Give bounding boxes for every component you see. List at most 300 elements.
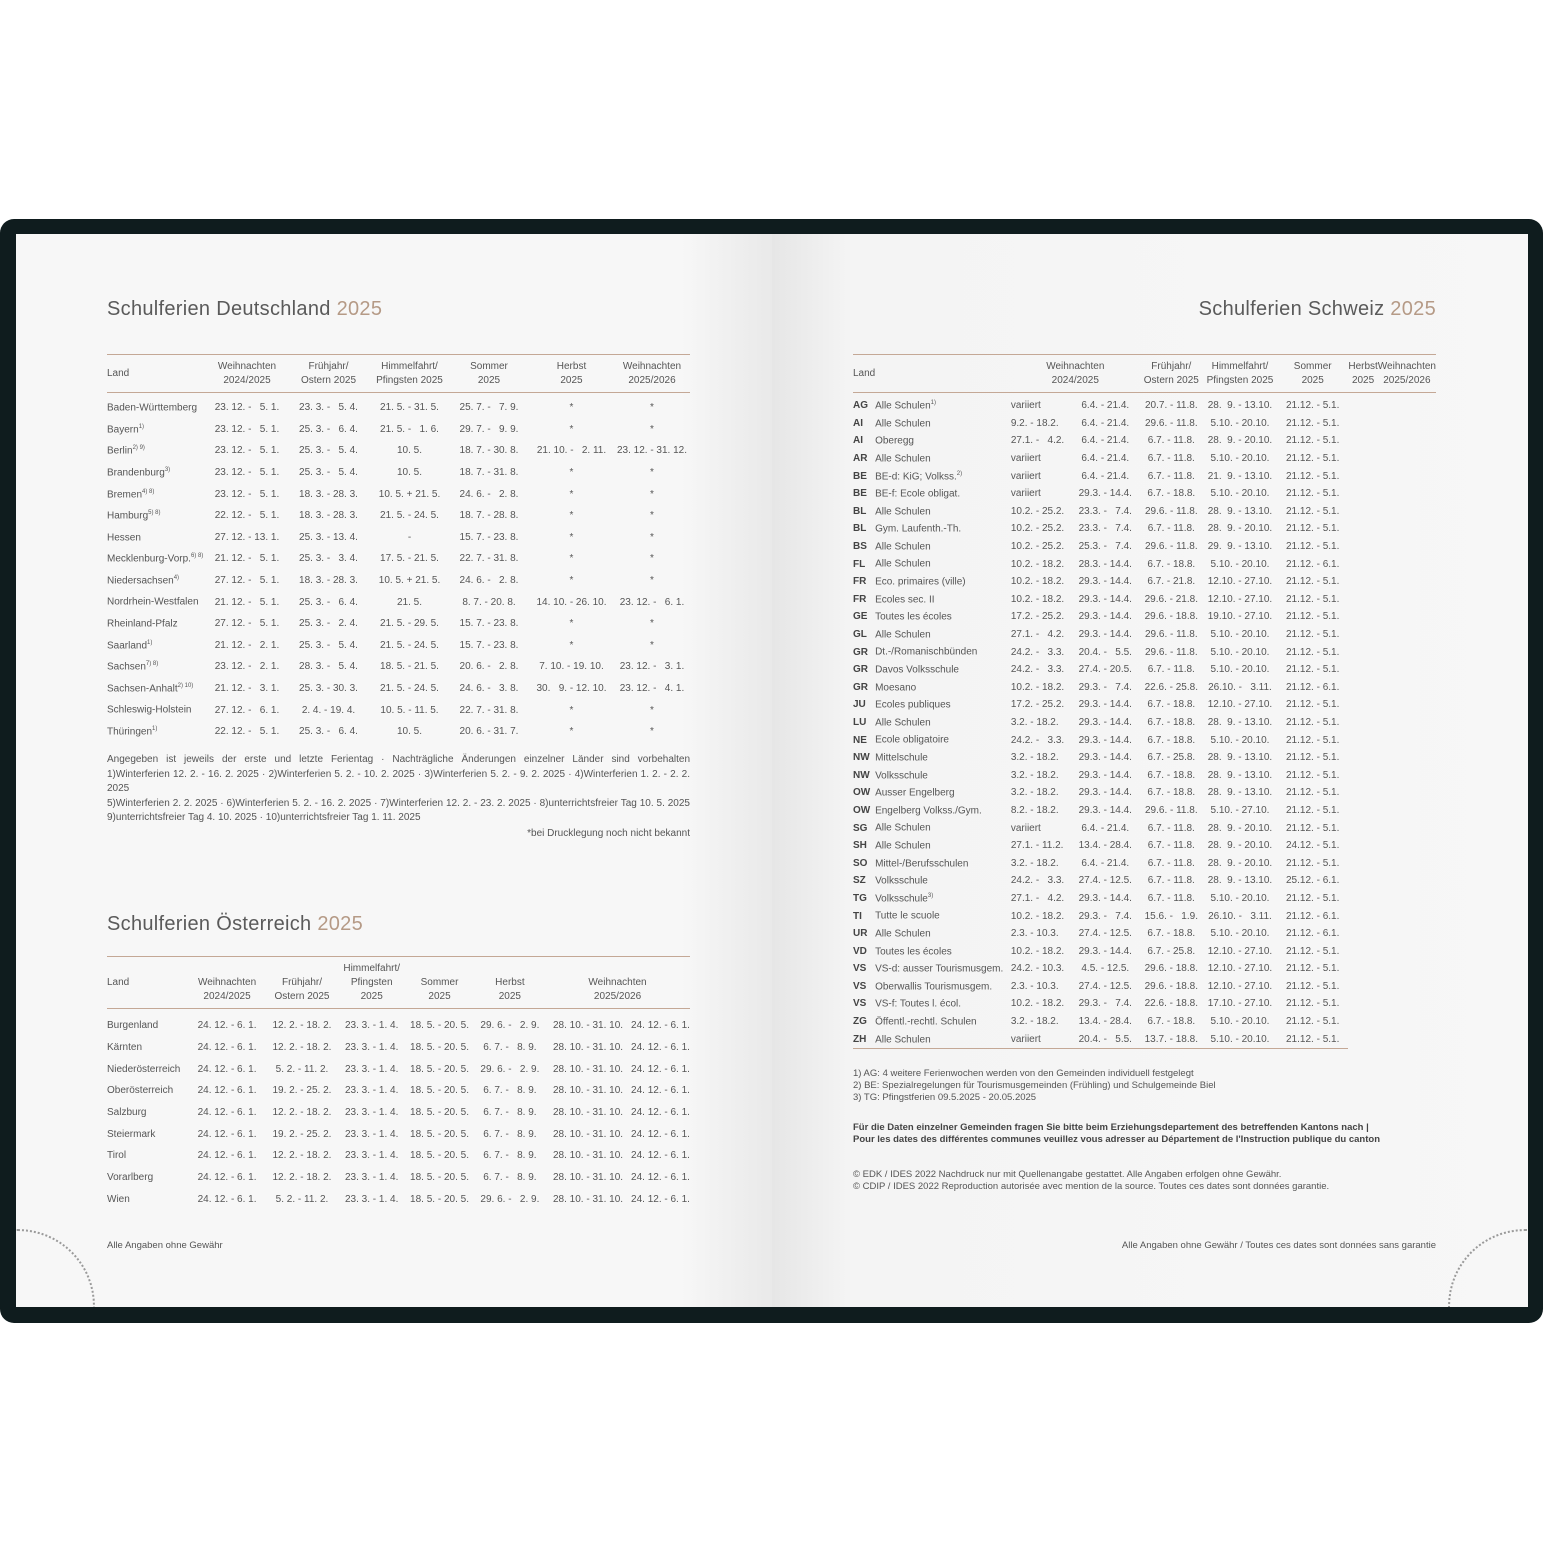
- canton-code: AR: [853, 453, 868, 465]
- date-cell: 25.12. - 6.1.: [1286, 875, 1340, 887]
- date-cell: 3.2. - 18.2.: [1010, 752, 1059, 764]
- date-cell: 28. 9. - 20.10.: [1207, 523, 1273, 535]
- school-type: [875, 467, 1011, 485]
- date-cell: *: [650, 488, 654, 500]
- school-type: [875, 978, 1011, 996]
- austria-title-text: Schulferien Österreich: [107, 913, 312, 935]
- table-row: [107, 393, 690, 419]
- date-cell: 24. 12. - 6. 1.: [631, 1128, 690, 1140]
- state-name: Tirol: [107, 1150, 127, 1162]
- date-cell: 18. 5. - 20. 5.: [410, 1193, 469, 1205]
- school-label: Ausser Engelberg: [875, 787, 955, 799]
- column-header: Herbst 2025: [475, 957, 545, 1009]
- canton-code: GL: [853, 629, 867, 641]
- date-cell: 8.2. - 18.2.: [1010, 804, 1059, 816]
- date-cell: 21.12. - 5.1.: [1286, 857, 1340, 869]
- date-cell: 6.7. - 11.8.: [1147, 523, 1195, 535]
- state-name: [107, 440, 207, 462]
- date-cell: 3.2. - 18.2.: [1010, 1016, 1059, 1028]
- date-cell: 21. 5. - 24. 5.: [380, 683, 439, 695]
- canton-code: VS: [853, 963, 867, 975]
- date-cell: 28. 10. - 31. 10.: [553, 1020, 624, 1032]
- date-cell: 22. 7. - 31. 8.: [459, 553, 519, 565]
- table-row: [107, 1189, 690, 1211]
- date-cell: 29.3. - 14.4.: [1078, 699, 1132, 711]
- date-cell: 25. 7. - 7. 9.: [459, 402, 519, 414]
- table-row: [107, 1102, 690, 1124]
- dotted-corner-decoration: [16, 1229, 95, 1307]
- date-cell: 10.2. - 18.2.: [1010, 593, 1065, 605]
- date-cell: 29.6. - 11.8.: [1144, 646, 1198, 658]
- date-cell: 24.12. - 5.1.: [1286, 840, 1340, 852]
- canton-code: SG: [853, 822, 868, 834]
- school-type: [875, 573, 1011, 591]
- date-cell: 29.3. - 14.4.: [1078, 752, 1132, 764]
- date-cell: 12. 2. - 18. 2.: [272, 1150, 332, 1162]
- date-cell: 22.6. - 25.8.: [1144, 681, 1198, 693]
- date-cell: 25. 3. - 13. 4.: [299, 531, 358, 543]
- date-cell: 25. 3. - 5. 4.: [299, 467, 358, 479]
- state-name: [107, 678, 207, 700]
- table-row: [853, 1030, 1436, 1048]
- date-cell: 18. 3. - 28. 3.: [299, 488, 358, 500]
- state-name: [107, 699, 207, 721]
- state-name: [107, 483, 207, 505]
- date-cell: 6.7. - 11.8.: [1147, 857, 1195, 869]
- date-cell: 12. 2. - 18. 2.: [272, 1042, 332, 1054]
- school-type: [875, 766, 1011, 784]
- date-cell: 24.2. - 3.3.: [1010, 734, 1065, 746]
- canton-code: OW: [853, 804, 871, 816]
- date-cell: 2.3. - 10.3.: [1010, 928, 1059, 940]
- canton-code: FR: [853, 576, 867, 588]
- germany-title-year: 2025: [336, 298, 383, 320]
- date-cell: 10.2. - 25.2.: [1010, 505, 1065, 517]
- school-type: [875, 802, 1011, 820]
- date-cell: 24.2. - 10.3.: [1010, 963, 1065, 975]
- date-cell: 10. 5.: [396, 445, 423, 457]
- germany-title: [107, 298, 382, 321]
- date-cell: 6.7. - 18.8.: [1147, 734, 1196, 746]
- state-label: Thüringen: [107, 726, 153, 738]
- state-name: [107, 419, 207, 441]
- date-cell: 29.6. - 18.8.: [1144, 611, 1198, 623]
- date-cell: 29.3. - 14.4.: [1078, 593, 1132, 605]
- date-cell: 10. 5.: [396, 726, 423, 738]
- austria-table-header: [107, 957, 690, 1009]
- date-cell: 28. 10. - 31. 10.: [553, 1128, 624, 1140]
- date-cell: 6.7. - 18.8.: [1147, 558, 1196, 570]
- date-cell: *: [650, 467, 654, 479]
- date-cell: 10. 5.: [396, 467, 423, 479]
- date-cell: 12.10. - 27.10.: [1207, 963, 1273, 975]
- date-cell: 6.7. - 11.8.: [1147, 453, 1195, 465]
- date-cell: 6. 7. - 8. 9.: [483, 1107, 537, 1119]
- state-name: Burgenland: [107, 1020, 159, 1032]
- state-label: Bremen: [107, 488, 143, 500]
- school-label: VS-d: ausser Tourismusgem.: [875, 963, 1004, 975]
- date-cell: 18. 5. - 20. 5.: [410, 1128, 469, 1140]
- school-label: Ecole obligatoire: [875, 734, 949, 746]
- date-cell: *: [569, 726, 574, 738]
- date-cell: 23.3. - 7.4.: [1078, 505, 1132, 517]
- date-cell: 6.7. - 18.8.: [1147, 716, 1196, 728]
- date-cell: 29. 9. - 13.10.: [1207, 541, 1273, 553]
- date-cell: 28. 9. - 13.10.: [1207, 400, 1273, 412]
- copyright-line: © EDK / IDES 2022 Nachdruck nur mit Quellenangabe gestattet. Alle Angaben erfolgen ohne Gewähr.: [853, 1169, 1282, 1180]
- date-cell: 24. 12. - 6. 1.: [197, 1042, 257, 1054]
- date-cell: *: [569, 553, 574, 565]
- date-cell: 24. 6. - 2. 8.: [459, 488, 519, 500]
- date-cell: variiert: [1010, 822, 1041, 834]
- canton-code: GR: [853, 646, 868, 658]
- date-cell: 4.5. - 12.5.: [1081, 963, 1130, 975]
- date-cell: 24.2. - 3.3.: [1010, 646, 1065, 658]
- canton-code: SO: [853, 857, 868, 869]
- date-cell: 15. 7. - 23. 8.: [459, 639, 519, 651]
- date-cell: 29. 6. - 2. 9.: [480, 1193, 540, 1205]
- date-cell: 29.3. - 7.4.: [1078, 681, 1132, 693]
- footnote-mark: 1): [147, 639, 153, 646]
- date-cell: 18. 5. - 20. 5.: [410, 1020, 469, 1032]
- school-label: BE-d: KiG; Volkss.: [875, 470, 957, 482]
- date-cell: 21.12. - 5.1.: [1286, 470, 1340, 482]
- date-cell: 5. 2. - 11. 2.: [275, 1193, 329, 1205]
- date-cell: 27.1. - 11.2.: [1010, 840, 1064, 852]
- date-cell: 9.2. - 18.2.: [1010, 417, 1059, 429]
- date-cell: *: [569, 575, 574, 587]
- state-name: Steiermark: [107, 1128, 156, 1140]
- date-cell: 29.3. - 14.4.: [1078, 769, 1132, 781]
- date-cell: 6.7. - 11.8.: [1147, 664, 1195, 676]
- date-cell: 21.12. - 6.1.: [1286, 558, 1340, 570]
- school-type: [875, 485, 1011, 503]
- date-cell: 6.4. - 21.4.: [1081, 400, 1130, 412]
- date-cell: 28. 9. - 20.10.: [1207, 822, 1273, 834]
- date-cell: 21. 5. - 29. 5.: [380, 618, 439, 630]
- germany-note-intro: Angegeben ist jeweils der erste und letzte Ferientag · Nachträgliche Änderungen einzelner Länder sind vorbehalten: [107, 754, 690, 765]
- date-cell: 21. 12. - 3. 1.: [214, 683, 280, 695]
- school-label: Alle Schulen: [875, 629, 931, 641]
- date-cell: 29.3. - 14.4.: [1078, 804, 1132, 816]
- germany-footnote-line: 9)unterrichtsfreier Tag 4. 10. 2025 · 10)unterrichtsfreier Tag 1. 11. 2025: [107, 812, 421, 823]
- date-cell: -: [407, 531, 412, 543]
- date-cell: 29.6. - 11.8.: [1144, 629, 1198, 641]
- canton-code: GR: [853, 664, 868, 676]
- date-cell: 23. 3. - 1. 4.: [345, 1107, 399, 1119]
- school-label: Toutes les écoles: [875, 945, 952, 957]
- date-cell: 6.7. - 18.8.: [1147, 769, 1196, 781]
- date-cell: 19.10. - 27.10.: [1207, 611, 1273, 623]
- switzerland-contact-note: [853, 1122, 1436, 1146]
- date-cell: *: [569, 488, 574, 500]
- date-cell: 29.3. - 14.4.: [1078, 611, 1132, 623]
- date-cell: 10.2. - 18.2.: [1010, 576, 1065, 588]
- table-row: [107, 635, 690, 657]
- date-cell: *: [650, 402, 654, 414]
- date-cell: 22. 7. - 31. 8.: [459, 704, 519, 716]
- school-label: Alle Schulen: [875, 840, 931, 852]
- date-cell: 13.7. - 18.8.: [1140, 1030, 1203, 1048]
- contact-note-line: Für die Daten einzelner Gemeinden fragen Sie bitte beim Erziehungsdepartement des betreffenden Kantons nach |: [853, 1122, 1369, 1133]
- state-label: Sachsen: [107, 661, 146, 673]
- date-cell: *: [650, 575, 654, 587]
- table-row: [853, 485, 1436, 503]
- date-cell: 6.4. - 21.4.: [1081, 857, 1130, 869]
- school-type: [875, 538, 1011, 556]
- table-row: [853, 538, 1436, 556]
- date-cell: *: [650, 510, 654, 522]
- left-page: [16, 234, 772, 1307]
- date-cell: 24. 6. - 2. 8.: [459, 575, 519, 587]
- table-row: [107, 440, 690, 462]
- date-cell: 6.7. - 11.8.: [1147, 822, 1195, 834]
- table-row: [853, 925, 1436, 943]
- date-cell: variiert: [1010, 400, 1041, 412]
- table-row: [853, 766, 1436, 784]
- school-type: [875, 784, 1011, 802]
- canton-code: BL: [853, 505, 867, 517]
- date-cell: 28. 10. - 31. 10.: [553, 1193, 624, 1205]
- date-cell: 12. 2. - 18. 2.: [272, 1020, 332, 1032]
- date-cell: 6. 7. - 8. 9.: [483, 1172, 537, 1184]
- footnote-mark: 2): [956, 470, 963, 477]
- table-row: [853, 802, 1436, 820]
- state-label: Niedersachsen: [107, 575, 174, 587]
- date-cell: 13.4. - 28.4.: [1078, 1016, 1132, 1028]
- date-cell: 6.7. - 11.8.: [1147, 875, 1195, 887]
- date-cell: 8. 7. - 20. 8.: [462, 596, 516, 608]
- table-row: [107, 591, 690, 613]
- date-cell: 15. 7. - 23. 8.: [459, 531, 519, 543]
- school-type: [875, 925, 1011, 943]
- canton-code: VS: [853, 998, 867, 1010]
- date-cell: 18. 7. - 31. 8.: [459, 467, 519, 479]
- date-cell: 18. 3. - 28. 3.: [299, 575, 358, 587]
- date-cell: 29.6. - 11.8.: [1144, 417, 1198, 429]
- state-label: Nordrhein-Westfalen: [107, 596, 199, 608]
- canton-code: TG: [853, 892, 867, 904]
- date-cell: 22. 12. - 5. 1.: [214, 510, 280, 522]
- date-cell: 23. 12. - 3. 1.: [619, 661, 685, 673]
- date-cell: 21.12. - 5.1.: [1286, 1016, 1340, 1028]
- date-cell: 26.10. - 3.11.: [1208, 681, 1272, 693]
- date-cell: 29. 6. - 2. 9.: [480, 1020, 540, 1032]
- date-cell: 6.7. - 25.8.: [1147, 945, 1196, 957]
- date-cell: 21.12. - 5.1.: [1286, 769, 1340, 781]
- school-label: Alle Schulen: [875, 453, 931, 465]
- date-cell: 10.2. - 18.2.: [1010, 558, 1065, 570]
- date-cell: 6.7. - 21.8.: [1147, 576, 1196, 588]
- table-row: [107, 721, 690, 743]
- date-cell: 29.3. - 7.4.: [1078, 998, 1132, 1010]
- date-cell: *: [650, 639, 654, 651]
- date-cell: 23. 12. - 31. 12.: [616, 445, 688, 457]
- date-cell: 21.12. - 5.1.: [1286, 593, 1340, 605]
- table-row: [853, 696, 1436, 714]
- school-label: Mittel-/Berufsschulen: [875, 857, 969, 869]
- date-cell: 6.7. - 18.8.: [1147, 1016, 1196, 1028]
- germany-title-text: Schulferien Deutschland: [107, 298, 331, 320]
- school-type: [875, 432, 1011, 450]
- date-cell: 27.1. - 4.2.: [1010, 892, 1065, 904]
- date-cell: 3.2. - 18.2.: [1010, 857, 1059, 869]
- school-type: [875, 1013, 1011, 1031]
- table-row: [853, 942, 1436, 960]
- date-cell: variiert: [1010, 470, 1041, 482]
- date-cell: 28. 9. - 20.10.: [1207, 435, 1273, 447]
- school-label: Engelberg Volkss./Gym.: [875, 805, 982, 817]
- switzerland-title-text: Schulferien Schweiz: [1198, 298, 1385, 320]
- date-cell: 21.12. - 5.1.: [1286, 453, 1340, 465]
- school-type: [875, 907, 1011, 925]
- date-cell: 28. 10. - 31. 10.: [553, 1085, 624, 1097]
- footnote-mark: 6) 8): [190, 553, 204, 560]
- austria-title: [107, 913, 363, 936]
- date-cell: 24. 12. - 6. 1.: [197, 1063, 257, 1075]
- date-cell: 21.12. - 5.1.: [1286, 892, 1340, 904]
- table-row: [853, 643, 1436, 661]
- dotted-corner-decoration: [1448, 1229, 1528, 1307]
- school-label: Volksschule: [875, 769, 928, 781]
- table-row: [853, 784, 1436, 802]
- table-row: [107, 656, 690, 678]
- date-cell: 24. 12. - 6. 1.: [197, 1172, 257, 1184]
- column-header: Himmelfahrt/ Pfingsten 2025: [339, 957, 404, 1009]
- footnote-mark: 4) 8): [142, 488, 155, 495]
- date-cell: 23. 3. - 1. 4.: [345, 1020, 399, 1032]
- date-cell: 18. 5. - 20. 5.: [410, 1107, 469, 1119]
- table-row: [853, 837, 1436, 855]
- date-cell: 21.12. - 5.1.: [1286, 505, 1340, 517]
- germany-table: [107, 354, 690, 743]
- date-cell: 27. 12. - 5. 1.: [214, 618, 280, 630]
- canton-code: NE: [853, 734, 867, 746]
- date-cell: 13.4. - 28.4.: [1078, 840, 1132, 852]
- date-cell: 21.12. - 5.1.: [1286, 716, 1340, 728]
- canton-code: UR: [853, 928, 868, 940]
- date-cell: 21. 5.: [396, 596, 423, 608]
- date-cell: 18. 5. - 20. 5.: [410, 1085, 469, 1097]
- date-cell: 29.3. - 14.4.: [1078, 892, 1132, 904]
- school-label: Davos Volksschule: [875, 664, 959, 676]
- right-page: [772, 234, 1528, 1307]
- state-name: Wien: [107, 1193, 130, 1205]
- date-cell: 21.12. - 5.1.: [1286, 804, 1340, 816]
- date-cell: 5. 2. - 11. 2.: [275, 1063, 329, 1075]
- table-row: [107, 462, 690, 484]
- school-label: Ecoles sec. II: [875, 593, 935, 605]
- date-cell: 24.2. - 3.3.: [1010, 875, 1065, 887]
- canton-code: AG: [853, 400, 868, 412]
- school-type: [875, 555, 1011, 573]
- date-cell: 28. 9. - 13.10.: [1207, 505, 1273, 517]
- canton-code: GR: [853, 681, 868, 693]
- date-cell: 5.10. - 20.10.: [1210, 928, 1270, 940]
- column-header: Weihnachten 2025/2026: [1378, 355, 1436, 393]
- date-cell: 28.3. - 14.4.: [1078, 558, 1132, 570]
- date-cell: 29.3. - 14.4.: [1078, 716, 1132, 728]
- date-cell: 5.10. - 20.10.: [1203, 1030, 1277, 1048]
- table-row: [853, 890, 1436, 908]
- date-cell: 6.7. - 18.8.: [1147, 699, 1196, 711]
- date-cell: 23. 3. - 1. 4.: [345, 1150, 399, 1162]
- date-cell: 28. 3. - 5. 4.: [299, 661, 358, 673]
- table-row: [853, 749, 1436, 767]
- school-label: Dt.-/Romanischbünden: [875, 646, 978, 658]
- date-cell: 24. 12. - 6. 1.: [631, 1172, 690, 1184]
- state-name: Kärnten: [107, 1042, 143, 1054]
- date-cell: 6.7. - 11.8.: [1147, 840, 1195, 852]
- column-header: Weihnachten 2024/2025: [207, 355, 287, 393]
- column-header: Herbst 2025: [1348, 355, 1377, 393]
- date-cell: 17.2. - 25.2.: [1010, 611, 1065, 623]
- date-cell: 21.12. - 5.1.: [1286, 963, 1340, 975]
- date-cell: 18. 5. - 21. 5.: [380, 661, 439, 673]
- canton-code: NW: [853, 769, 870, 781]
- date-cell: 24. 12. - 6. 1.: [631, 1107, 690, 1119]
- table-row: [107, 1058, 690, 1080]
- school-type: [875, 960, 1011, 978]
- date-cell: 21.12. - 5.1.: [1286, 945, 1340, 957]
- school-type: [875, 995, 1011, 1013]
- date-cell: 23. 12. - 5. 1.: [214, 467, 280, 479]
- school-type: [875, 1030, 1011, 1048]
- germany-table-header: [107, 355, 690, 393]
- date-cell: 21. 12. - 5. 1.: [214, 553, 280, 565]
- state-name: Oberösterreich: [107, 1085, 174, 1097]
- school-label: Alle Schulen: [875, 928, 931, 940]
- date-cell: 24. 12. - 6. 1.: [197, 1107, 257, 1119]
- date-cell: 6.7. - 11.8.: [1147, 892, 1195, 904]
- canton-code: JU: [853, 699, 866, 711]
- date-cell: 6. 7. - 8. 9.: [483, 1042, 537, 1054]
- date-cell: 29.3. - 14.4.: [1078, 576, 1132, 588]
- school-type: [875, 714, 1011, 732]
- date-cell: 10.2. - 18.2.: [1010, 998, 1065, 1010]
- date-cell: 25. 3. - 5. 4.: [299, 639, 358, 651]
- school-type: [875, 890, 1011, 908]
- table-row: [853, 503, 1436, 521]
- date-cell: 18. 5. - 20. 5.: [410, 1172, 469, 1184]
- date-cell: 6.7. - 11.8.: [1147, 435, 1195, 447]
- school-type: [875, 731, 1011, 749]
- table-row: [853, 432, 1436, 450]
- date-cell: 29.3. - 7.4.: [1078, 910, 1132, 922]
- date-cell: 21. 9. - 13.10.: [1207, 470, 1273, 482]
- switzerland-table-header: [853, 355, 1436, 393]
- date-cell: 7. 10. - 19. 10.: [539, 661, 604, 673]
- school-type: [875, 415, 1011, 433]
- table-row: [853, 520, 1436, 538]
- canton-code: AI: [853, 417, 863, 429]
- date-cell: 5.10. - 20.10.: [1210, 892, 1270, 904]
- date-cell: 29.6. - 11.8.: [1144, 804, 1198, 816]
- date-cell: 28. 10. - 31. 10.: [553, 1063, 624, 1075]
- date-cell: 6. 7. - 8. 9.: [483, 1085, 537, 1097]
- copyright-line: © CDIP / IDES 2022 Reproduction autorisée avec mention de la source. Toutes ces dates sont données garantie.: [853, 1181, 1330, 1192]
- date-cell: 28. 9. - 13.10.: [1207, 787, 1273, 799]
- school-label: Alle Schulen: [875, 558, 931, 570]
- date-cell: 27.4. - 12.5.: [1078, 980, 1132, 992]
- date-cell: 25.3. - 7.4.: [1078, 541, 1132, 553]
- switzerland-table: [853, 354, 1436, 1049]
- date-cell: 27.1. - 4.2.: [1010, 435, 1065, 447]
- footnote-mark: 3): [164, 466, 171, 473]
- date-cell: 10.2. - 25.2.: [1010, 523, 1065, 535]
- date-cell: 28. 10. - 31. 10.: [553, 1150, 624, 1162]
- footnote-mark: 1): [152, 726, 158, 733]
